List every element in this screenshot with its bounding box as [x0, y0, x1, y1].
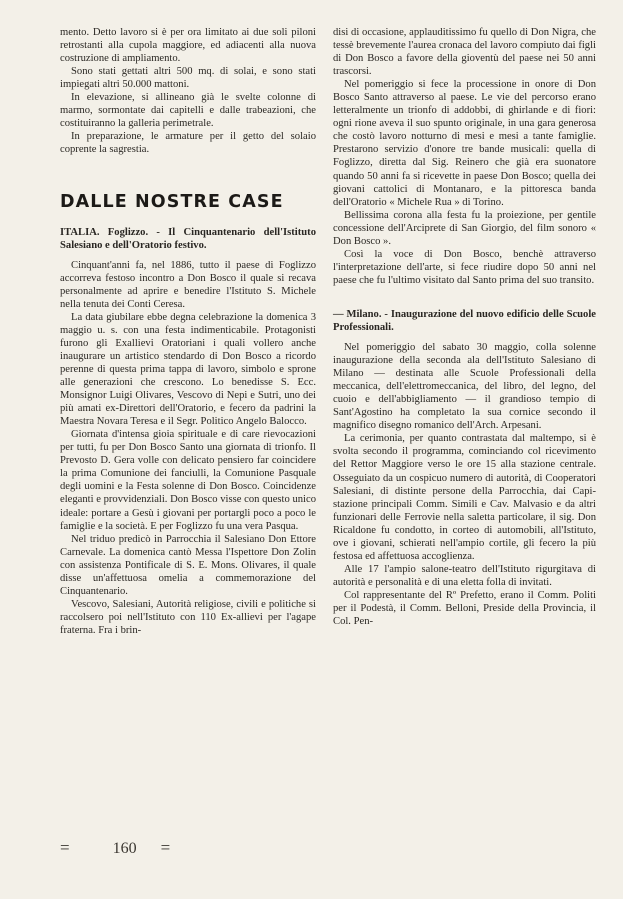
- paragraph: In elevazione, si allineano già le svelte colonne di marmo, sormontate dai capitelli e dalle trabeazioni, che costituiranno la galleria perimetrale.: [60, 92, 316, 130]
- article-heading: ITALIA. Foglizzo. - Il Cinquantenario dell'Istituto Salesiano e dell'Oratorio festivo.: [60, 226, 316, 251]
- paragraph: Cinquant'anni fa, nel 1886, tutto il paese di Foglizzo accorreva festoso incontro a Don Bosco il quale si recava personalmente ad aprire e benedire l'Istituto S. Michele nella tenuta dei Conti Ceresa.: [60, 259, 316, 310]
- paragraph: Giornata d'intensa gioia spirituale e di care rievocazioni per tutti, fu per Don Bosco Santo una giornata di trionfo. Il Prevosto D. Gera volle con delicato pensiero far coincidere la prima Comunione dei fanciulli, la Comunione Pasquale degli uomini e la Festa solenne di Don Bosco. Coincidenze eleganti e provvidenziali. Don Bosco visse con questo unico ideale: portare a Gesù i giovani per portargli poco a poco le famiglie e la società. E per Foglizzo fu una vera Pasqua.: [60, 429, 316, 532]
- footer-ornament-left: =: [60, 838, 67, 857]
- paragraph: Nel pomeriggio del sabato 30 maggio, colla solenne inaugurazione della seconda ala dell'Istituto Salesiano di Milano — destinata alle Scuole Professionali della meccanica, dell'elettromeccanica, del libro, del legno, del cuoio e dell'abbigliamento — il grandioso tempio di Sant'Agostino ha completato la sua cornice secondo il magnifico disegno romanico dell'Arch. Arpesani.: [333, 342, 596, 432]
- paragraph: Bellissima corona alla festa fu la proiezione, per gentile concessione dell'Arciprete di San Giorgio, del film sonoro « Don Bosco ».: [333, 209, 596, 247]
- right-column: [333, 26, 596, 628]
- section-title: DALLE NOSTRE CASE: [60, 192, 284, 213]
- paragraph: La data giubilare ebbe degna celebrazione la domenica 3 maggio u. s. con una festa indimenticabile. Protagonisti furono gli Exallievi Oratoriani i quali vollero anche inaugurare un artistico stendardo di Don Bosco a ricordo perenne di questa prima tappa di lavoro, simbolo e sprone alle generazioni che crescono. Lo benedisse S. Ecc. Monsignor Luigi Olivares, Vescovo di Nepi e Sutri, uno dei più amati ex-Direttori dell'Oratorio, e fecero da padrini la Maestra Novara Teresa e il Segr. Politico Angelo Balocco.: [60, 311, 316, 428]
- left-column: [60, 26, 316, 637]
- paragraph: Vescovo, Salesiani, Autorità religiose, civili e politiche si raccolsero poi nell'Istituto con 110 Ex-allievi per l'agape fraterna. Fra i brin-: [60, 598, 316, 636]
- paragraph: Col rappresentante del Rº Prefetto, erano il Comm. Politi per il Podestà, il Comm. Belloni, Preside della Provincia, il Col. Pen-: [333, 589, 596, 628]
- article-heading: — Milano. - Inaugurazione del nuovo edificio delle Scuole Professionali.: [333, 308, 596, 333]
- paragraph: mento. Detto lavoro si è per ora limitato ai due soli piloni retrostanti alla cupola maggiore, ed adiacenti alla nuova costruzione di ampliamento.: [60, 27, 316, 65]
- paragraph: La cerimonia, per quanto contrastata dal maltempo, si è svolta secondo il programma, cominciando col ricevimento del Rettor Maggiore verso le ore 15 alla stazione centrale. Osseguiato da un cospicuo numero di autorità, di Cooperatori Salesiani, di distinte persone della Parrocchia, dai Capi-stazione principali Comm. Simili e Cav. Malvasio e da altri funzionari delle Ferrovie nella saletta particolare, il sig. Don Ricaldone fu condotto, in corteo di automobili, all'Istituto, ove i giovani, schierati nell'ampio cortile, gli fecero la più festosa ed affettuosa accoglienza.: [333, 433, 596, 562]
- paragraph: Così la voce di Don Bosco, benchè attraverso l'interpretazione dell'arte, si fece riudire dopo 50 anni nel paese che fu l'ultimo visitato dal Santo prima del suo transito.: [333, 248, 596, 286]
- paragraph: Nel pomeriggio si fece la processione in onore di Don Bosco Santo attraverso al paese. Le vie del percorso erano letteralmente un trionfo di addobbi, di ghirlande e di fiori: ogni rione aveva il suo spunto originale, in una gara generosa che costò lavoro notturno di mesi e mesi a tante famiglie. Prestarono servizio d'onore tre bande musicali: quella di Foglizzo, diretta dal Sig. Reinero che già era suonatore quando 50 anni fa si ricevette in paese Don Bosco; quella dei giovani cattolici di Montanaro, e la pittoresca banda dell'Oratorio « Michele Rua » di Torino.: [333, 79, 596, 208]
- paragraph: In preparazione, le armature per il getto del solaio coprente la sagrestia.: [60, 131, 316, 156]
- paragraph: Alle 17 l'ampio salone-teatro dell'Istituto rigurgitava di autorità e personalità e di una eletta folla di invitati.: [333, 563, 596, 588]
- paragraph: disi di occasione, applauditissimo fu quello di Don Nigra, che tessè brevemente l'aurea cronaca del lavoro compiuto dai figli di Don Bosco a favore della gioventù del paese nei 50 anni trascorsi.: [333, 27, 596, 78]
- paragraph: Nel triduo predicò in Parrocchia il Salesiano Don Ettore Carnevale. La domenica cantò Messa l'Ispettore Don Zolin con assistenza Pontificale di S. E. Mons. Olivares, il quale disse un'affettuosa omelia a commemorazione del Cinquantenario.: [60, 533, 316, 597]
- paragraph: Sono stati gettati altri 500 mq. di solai, e sono stati impiegati altri 50.000 mattoni.: [60, 66, 316, 91]
- footer-ornament-right: =: [160, 838, 168, 857]
- page-number: 160: [112, 840, 137, 857]
- page-footer: [60, 838, 210, 858]
